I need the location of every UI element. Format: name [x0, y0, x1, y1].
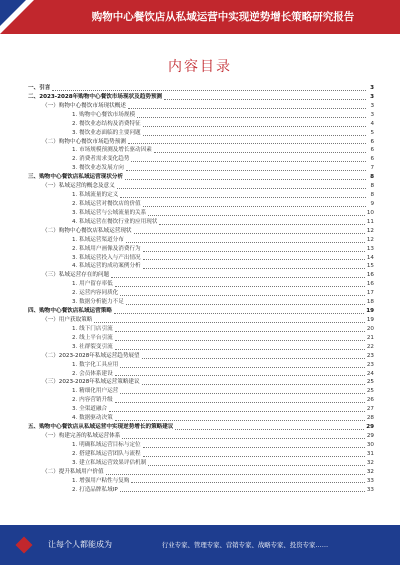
toc-entry[interactable] [28, 459, 374, 468]
footer-logo-mark [16, 537, 33, 554]
toc-page-number: 13 [366, 245, 374, 252]
toc-page-number: 12 [366, 236, 374, 243]
toc-dot-leader [115, 349, 365, 350]
toc-page-number: 21 [366, 334, 374, 341]
toc-page-number: 7 [370, 165, 374, 172]
toc-entry-text: 3. 私域运营与公域流量的关系 [72, 209, 147, 216]
toc-page-number: 33 [366, 477, 374, 484]
toc-dot-leader [143, 259, 365, 260]
toc-entry[interactable] [28, 370, 374, 379]
toc-entry-text: （一）购物中心餐饮市场现状概述 [42, 102, 126, 109]
toc-dot-leader [137, 117, 366, 118]
toc-dot-leader [154, 152, 366, 153]
toc-page-number: 24 [366, 370, 374, 377]
toc-entry-text: 2. 私域用户画像及消费行为 [72, 245, 141, 252]
toc-page-number: 30 [366, 441, 374, 448]
toc-dot-leader [142, 358, 365, 359]
toc-dot-leader [120, 367, 365, 368]
toc-entry[interactable] [28, 280, 374, 289]
toc-page-number: 3 [370, 93, 374, 100]
report-header-bar [0, 0, 400, 34]
toc-dot-leader [143, 135, 366, 136]
toc-entry-text: 1. 线下门店引流 [72, 325, 113, 332]
toc-entry-text: 四、购物中心餐饮店私域运营策略 [28, 308, 112, 315]
toc-dot-leader [115, 286, 365, 287]
toc-entry-text: 1. 用户留存率低 [72, 281, 113, 288]
toc-entry-text: 4. 私域运营的成功案例分析 [72, 263, 141, 270]
toc-entry-text: 一、引言 [28, 85, 51, 92]
toc-entry-text: 五、购物中心餐饮店从私域运营中实现逆势增长的策略建议 [28, 424, 174, 431]
toc-entry[interactable] [28, 298, 374, 307]
toc-page-number: 4 [370, 120, 374, 127]
toc-dot-leader [128, 108, 366, 109]
toc-entry[interactable] [28, 477, 374, 486]
toc-entry-text: 3. 餐饮业态发展方向 [72, 165, 124, 172]
toc-page-number: 11 [366, 218, 374, 225]
toc-entry[interactable] [28, 173, 374, 182]
toc-page-number: 3 [370, 102, 374, 109]
toc-dot-leader [120, 491, 365, 492]
toc-entry[interactable] [28, 343, 374, 352]
toc-entry-text: 4. 数据驱动决策 [72, 415, 113, 422]
toc-dot-leader [143, 251, 365, 252]
toc-entry-text: 2. 内容营销升级 [72, 397, 113, 404]
toc-entry[interactable] [28, 352, 374, 361]
toc-entry[interactable] [28, 414, 374, 423]
toc-page-number: 19 [366, 308, 374, 315]
toc-entry[interactable] [28, 423, 374, 432]
toc-entry-text: 3. 全渠道融合 [72, 406, 108, 413]
toc-page-number: 31 [366, 450, 374, 457]
report-title: 购物中心餐饮店从私域运营中实现逆势增长策略研究报告 [91, 11, 355, 23]
toc-dot-leader [143, 206, 366, 207]
toc-dot-leader [115, 375, 365, 376]
toc-entry[interactable] [28, 191, 374, 200]
toc-entry-text: 3. 社群裂变引流 [72, 343, 113, 350]
toc-page-number: 33 [366, 486, 374, 493]
toc-page-number: 18 [366, 299, 374, 306]
toc-entry[interactable] [28, 262, 374, 271]
toc-entry[interactable] [28, 361, 374, 370]
toc-dot-leader [52, 90, 366, 91]
toc-dot-leader [142, 384, 365, 385]
toc-page-number: 12 [366, 227, 374, 234]
toc-page-number: 15 [366, 263, 374, 270]
toc-entry[interactable] [28, 209, 374, 218]
toc-dot-leader [143, 126, 366, 127]
toc-entry[interactable] [28, 236, 374, 245]
toc-entry[interactable] [28, 254, 374, 263]
toc-dot-leader [126, 242, 365, 243]
toc-dot-leader [128, 143, 366, 144]
toc-entry[interactable] [28, 218, 374, 227]
toc-entry-text: 1. 私域运营渠道分布 [72, 236, 124, 243]
toc-entry[interactable] [28, 432, 374, 441]
toc-entry[interactable] [28, 200, 374, 209]
toc-page-number: 23 [366, 361, 374, 368]
toc-page-number: 23 [366, 352, 374, 359]
toc-dot-leader [120, 197, 366, 198]
toc-dot-leader [114, 313, 364, 314]
toc-page-number: 29 [366, 424, 374, 431]
toc-entry-text: 3. 建立私域运营效果评估机制 [72, 459, 147, 466]
toc-entry[interactable] [28, 182, 374, 191]
toc-entry-text: 1. 数字化工具应用 [72, 361, 119, 368]
toc-entry[interactable] [28, 316, 374, 325]
toc-entry[interactable] [28, 485, 374, 494]
toc-entry[interactable] [28, 307, 374, 316]
toc-entry-text: 3. 私域运营投入与产出情况 [72, 254, 141, 261]
toc-entry[interactable] [28, 138, 374, 147]
toc-dot-leader [143, 456, 365, 457]
footer-slogan: 让每个人都能成为 [48, 540, 112, 549]
toc-entry[interactable] [28, 378, 374, 387]
toc-dot-leader [106, 474, 365, 475]
toc-entry-text: （二）提升私域用户价值 [42, 468, 104, 475]
toc-entry[interactable] [28, 129, 374, 138]
toc-entry[interactable] [28, 111, 374, 120]
toc-dot-leader [134, 233, 365, 234]
toc-entry[interactable] [28, 441, 374, 450]
toc-entry-text: 2. 消费者需求变化趋势 [72, 156, 130, 163]
toc-dot-leader [115, 340, 365, 341]
toc-entry[interactable] [28, 334, 374, 343]
toc-entry-text: 2. 搭建私域运营团队与流程 [72, 450, 141, 457]
toc-dot-leader [115, 331, 365, 332]
toc-dot-leader [131, 482, 364, 483]
toc-entry[interactable] [28, 405, 374, 414]
toc-page-number: 32 [366, 459, 374, 466]
toc-dot-leader [109, 411, 365, 412]
toc-dot-leader [143, 268, 365, 269]
toc-entry-text: 1. 精细化用户运营 [72, 388, 119, 395]
toc-page-number: 22 [366, 343, 374, 350]
toc-page-number: 32 [366, 468, 374, 475]
toc-entry-text: （二）购物中心餐饮市场趋势预测 [42, 138, 126, 145]
toc-page-number: 3 [370, 111, 374, 118]
toc-entry[interactable] [28, 245, 374, 254]
footer-roles: 行业专家、管理专家、营销专家、战略专家、投资专家…… [162, 541, 329, 549]
toc-entry-text: 1. 购物中心餐饮市场规模 [72, 111, 136, 118]
toc-page-number: 25 [366, 388, 374, 395]
toc-dot-leader [94, 322, 365, 323]
toc-entry[interactable] [28, 164, 374, 173]
toc-entry-text: 1. 增强用户粘性与复购 [72, 477, 130, 484]
toc-page-number: 5 [370, 129, 374, 136]
toc-dot-leader [125, 179, 366, 180]
toc-page-number: 26 [366, 397, 374, 404]
toc-entry-text: （一）构建完善的私域运营体系 [42, 432, 121, 439]
toc-entry[interactable] [28, 84, 374, 93]
toc-page-number: 8 [370, 183, 374, 190]
toc-entry-text: （三）2023-2028年私域运营策略建议 [42, 379, 140, 386]
toc-entry[interactable] [28, 468, 374, 477]
toc-heading: 内容目录 [168, 59, 232, 75]
toc-entry-text: 2. 餐饮业态结构及消费特征 [72, 120, 141, 127]
toc-entry[interactable] [28, 387, 374, 396]
toc-page-number: 20 [366, 325, 374, 332]
toc-dot-leader [126, 304, 365, 305]
toc-entry-text: 2. 运营内容同质化 [72, 290, 119, 297]
toc-dot-leader [148, 215, 365, 216]
toc-entry-text: （三）私域运营存在的问题 [42, 272, 110, 279]
toc-dot-leader [117, 188, 366, 189]
toc-page-number: 8 [370, 174, 374, 181]
footer-bar [0, 525, 400, 565]
toc-entry-text: 3. 数据分析能力不足 [72, 299, 124, 306]
toc-entry[interactable] [28, 155, 374, 164]
toc-entry-text: 2. 私域运营对餐饮店的价值 [72, 201, 141, 207]
toc-dot-leader [148, 465, 365, 466]
toc-page-number: 27 [366, 406, 374, 413]
toc-entry[interactable] [28, 120, 374, 129]
toc-entry[interactable] [28, 450, 374, 459]
toc-dot-leader [164, 99, 366, 100]
toc-entry[interactable] [28, 271, 374, 280]
toc-page-number: 9 [370, 201, 374, 207]
toc-entry[interactable] [28, 396, 374, 405]
toc-entry-text: （二）购物中心餐饮店私域运营现状 [42, 227, 132, 234]
toc-page-number: 16 [366, 281, 374, 288]
toc-entry-text: 2. 线上平台引流 [72, 334, 113, 341]
toc-entry[interactable] [28, 289, 374, 298]
toc-list [28, 84, 374, 494]
toc-page-number: 19 [366, 316, 374, 323]
toc-entry[interactable] [28, 146, 374, 155]
toc-page-number: 3 [370, 85, 374, 92]
toc-page-number: 6 [370, 138, 374, 145]
toc-page-number: 8 [370, 192, 374, 199]
toc-dot-leader [126, 170, 366, 171]
header-corner-blue [0, 0, 26, 26]
toc-entry[interactable] [28, 325, 374, 334]
toc-page-number: 6 [370, 147, 374, 154]
toc-entry-text: （一）私域运营的概念及意义 [42, 183, 115, 190]
toc-entry-text: （一）用户获取策略 [42, 316, 93, 323]
toc-page-number: 29 [366, 432, 374, 439]
toc-entry-text: 1. 市场规模预测及增长驱动因素 [72, 147, 152, 154]
toc-page-number: 16 [366, 272, 374, 279]
toc-entry[interactable] [28, 227, 374, 236]
toc-page-number: 14 [366, 254, 374, 261]
toc-dot-leader [122, 438, 365, 439]
toc-dot-leader [111, 277, 365, 278]
toc-entry-text: 2. 会员体系建设 [72, 370, 113, 377]
toc-dot-leader [131, 161, 366, 162]
toc-dot-leader [120, 393, 365, 394]
toc-entry-text: 1. 明确私域运营目标与定位 [72, 441, 141, 448]
toc-page-number: 25 [366, 379, 374, 386]
toc-dot-leader [143, 447, 365, 448]
toc-dot-leader [120, 295, 365, 296]
toc-dot-leader [175, 429, 364, 430]
toc-entry-text: （二）2023-2028年私域运营趋势展望 [42, 352, 140, 359]
toc-page-number: 17 [366, 290, 374, 297]
toc-dot-leader [115, 402, 365, 403]
toc-entry-text: 二、2023-2028年购物中心餐饮市场现状及趋势预测 [28, 93, 163, 100]
toc-entry-text: 4. 私域运营在餐饮行业的应用现状 [72, 218, 158, 225]
toc-page-number: 28 [366, 415, 374, 422]
toc-dot-leader [115, 420, 365, 421]
toc-entry-text: 三、购物中心餐饮店私域运营现状分析 [28, 174, 124, 181]
toc-dot-leader [159, 224, 364, 225]
toc-entry-text: 1. 私域流量的定义 [72, 192, 119, 199]
toc-page-number: 6 [370, 156, 374, 163]
toc-entry[interactable] [28, 102, 374, 111]
toc-entry-text: 2. 打造品牌私域IP [72, 486, 118, 493]
toc-entry-text: 3. 餐饮业态面临的主要问题 [72, 129, 141, 136]
toc-page-number: 10 [366, 209, 374, 216]
toc-entry[interactable] [28, 93, 374, 102]
